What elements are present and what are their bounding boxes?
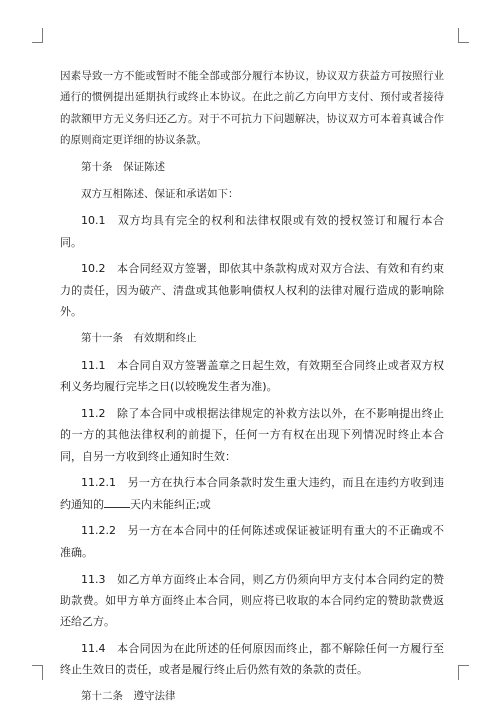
heading-article-11: 第十一条 有效期和终止 bbox=[81, 331, 197, 344]
clause-11-2-1 bbox=[60, 472, 444, 515]
clause-11-2-1-text-after: 天内未能纠正;或 bbox=[130, 497, 211, 511]
crop-mark-top-right bbox=[458, 28, 469, 43]
clause-11-3: 11.3 如乙方单方面终止本合同，则乙方仍须向甲方支付本合同约定的赞助款费。如甲方单方面终止本合同，则应将已收取的本合同约定的赞助款费返还给乙方。 bbox=[60, 572, 444, 629]
heading-article-10: 第十条 保证陈述 bbox=[81, 160, 165, 173]
crop-mark-bottom-left bbox=[32, 665, 43, 680]
crop-mark-top-left bbox=[32, 28, 43, 43]
clause-11-4: 11.4 本合同因为在此所述的任何原因而终止，都不解除任何一方履行至终止生效日的责任，或者是履行终止后仍然有效的条款的责任。 bbox=[60, 642, 444, 677]
fill-in-blank bbox=[104, 497, 130, 508]
clause-10-2: 10.2 本合同经双方签署，即依其中条款构成对双方合法、有效和有约束力的责任，因为破产、清盘或其他影响债权人权利的法律对履行造成的影响除外。 bbox=[60, 262, 444, 319]
crop-mark-bottom-right bbox=[458, 665, 469, 680]
clause-11-1: 11.1 本合同自双方签署盖章之日起生效，有效期至合同终止或者双方权利义务均履行完毕之日(以较晚发生者为准)。 bbox=[60, 358, 444, 394]
heading-article-12: 第十二条 遵守法律 bbox=[81, 690, 176, 703]
paragraph-force-majeure-cont: 因素导致一方不能或暂时不能全部或部分履行本协议，协议双方获益方可按照行业通行的惯例提出延期执行或终止本协议。在此之前乙方向甲方支付、预付或者接待的款额甲方无义务归还乙方。对于不可抗力下问题解决，协议双方可本着真诚合作的原则商定更详细的协议条款。 bbox=[60, 70, 444, 147]
paragraph-representations-intro: 双方互相陈述、保证和承诺如下： bbox=[81, 187, 239, 200]
clause-11-2: 11.2 除了本合同中或根据法律规定的补救方法以外，在不影响提出终止的一方的其他法律权利的前提下，任何一方有权在出现下列情况时终止本合同，自另一方收到终止通知时生效： bbox=[60, 406, 444, 463]
clause-11-2-1-text-before: 11.2.1 另一方在执行本合同条款时发生重大违约，而且在违约方收到违约通知的 bbox=[60, 476, 444, 511]
document-body bbox=[60, 66, 444, 708]
clause-10-1: 10.1 双方均具有完全的权利和法律权限或有效的授权签订和履行本合同。 bbox=[60, 214, 444, 249]
clause-11-2-2: 11.2.2 另一方在本合同中的任何陈述或保证被证明有重大的不正确或不准确。 bbox=[60, 524, 444, 559]
